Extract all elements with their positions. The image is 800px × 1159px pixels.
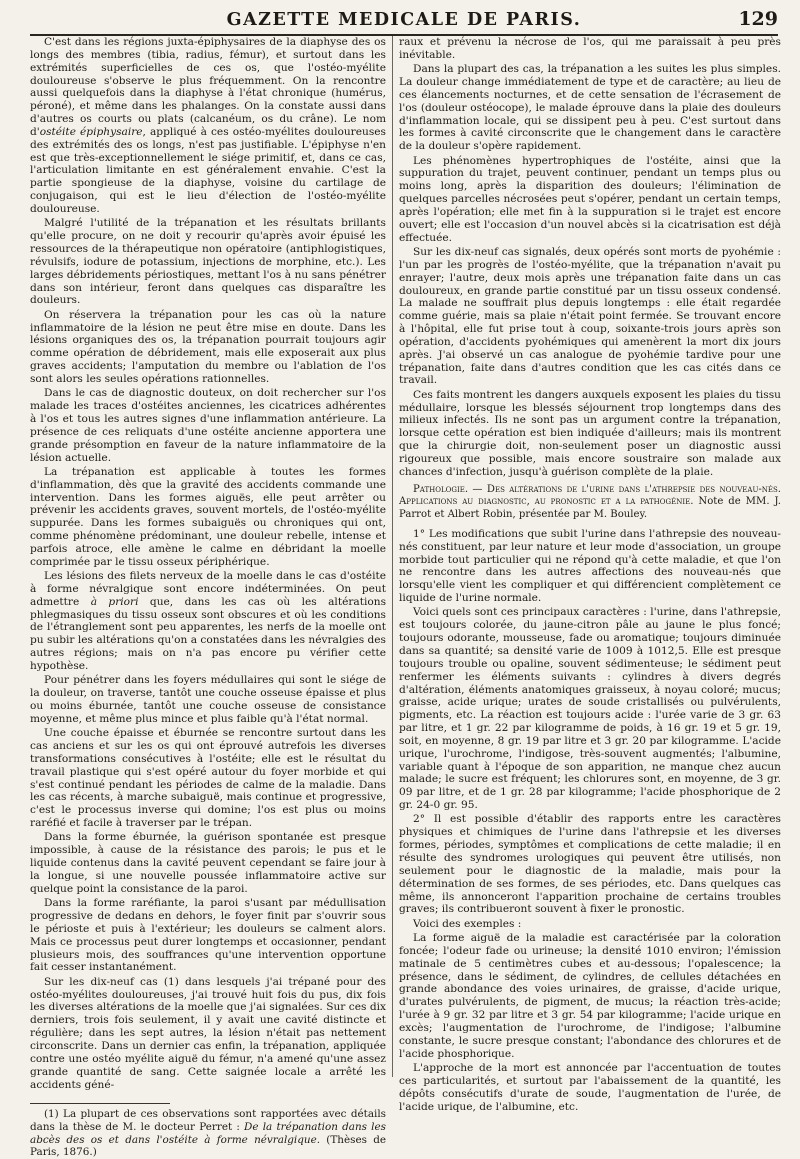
paragraph: L'approche de la mort est annoncée par l'accentuation de toutes ces particularités, et surtout par l'abaissement de la quantité, les dépôts consécutifs d'urate de soude, l'augmentation de l'urée, de l'acide urique, de l'albumine, etc.: [399, 1062, 781, 1113]
paragraph: Voici quels sont ces principaux caractères : l'urine, dans l'athrepsie, est toujours colorée, du jaune-citron pâle au jaune le plus foncé; toujours odorante, mousseuse, fade ou aromatique; toujours diminuée dans sa quantité; sa densité varie de 1009 à 1012,5. Elle est presque toujours trouble ou opaline, souvent sédimenteuse; le sédiment peut renfermer les éléments suivants : cylindres à divers degrés d'altération, éléments anatomiques graisseux, à noyau coloré; mucus; graisse, acide urique; urates de soude cristallisés ou pulvérulents, pigments, etc. La réaction est toujours acide : l'urée varie de 3 gr. 63 par litre, et 1 gr. 22 par kilogramme de poids, à 16 gr. 19 et 5 gr. 19, soit, en moyenne, 8 gr. 19 par litre et 3 gr. 20 par kilogramme. L'acide urique, l'urochrome, l'indigose, très-souvent augmentés; l'albumine, variable quant à l'époque de son apparition, ne manque chez aucun malade; le sucre est fréquent; les chlorures sont, en moyenne, de 3 gr. 09 par litre, et de 1 gr. 28 par kilogramme; l'acide phosphorique de 2 gr. 24-0 gr. 95.: [399, 606, 781, 812]
paragraph: raux et prévenu la nécrose de l'os, qui me paraissait à peu près inévitable.: [399, 36, 781, 61]
article-title: Des altérations de l'urine dans l'athrepsie des nouveau-nés. Applications au diagnostic, au pronostic et a la pathogénie.: [399, 483, 781, 508]
section-label: Pathologie.: [413, 483, 469, 495]
journal-title: GAZETTE MEDICALE DE PARIS.: [226, 10, 582, 30]
paragraph: Malgré l'utilité de la trépanation et les résultats brillants qu'elle procure, on ne doit y recourir qu'après avoir épuisé les ressources de la thérapeutique non opératoire (antiphlogistiques, révulsifs, iodure de potassium, injections de morphine, etc.). Les larges débridements périostiques, mettant l'os à nu sans pénétrer dans son intérieur, feront dans quelques cas disparaître les douleurs.: [30, 217, 386, 307]
footnote-rule: [30, 1103, 170, 1104]
article-authors: Note de MM. J. Parrot et Albert Robin, présentée par M. Bouley.: [399, 496, 781, 520]
column-divider: [392, 36, 393, 1077]
paragraph: Les phénomènes hypertrophiques de l'ostéite, ainsi que la suppuration du trajet, peuvent continuer, pendant un temps plus ou moins long, après la disparition des douleurs; l'élimination de quelques parcelles nécrosées peut s'opérer, pendant un certain temps, après l'opération; elle met fin à la suppuration si le trajet est encore ouvert; elle est l'occasion d'un nouvel abcès si la cicatrisation est déjà effectuée.: [399, 154, 781, 244]
paragraph: Une couche épaisse et éburnée se rencontre surtout dans les cas anciens et sur les os qui ont éprouvé autrefois les diverses transformations consécutives à l'ostéite; elle est le résultat du travail plastique qui s'est opéré autour du foyer morbide et qui s'est continué pendant les périodes de calme de la maladie. Dans les cas récents, à marche subaiguë, mais continue et progressive, c'est le processus inverse qui domine; l'os est plus ou moins raréfié et facile à traverser par le trépan.: [30, 727, 386, 830]
paragraph: C'est dans les régions juxta-épiphysaires de la diaphyse des os longs des membres (tibia, radius, fémur), et surtout dans les extrémités superficielles de ces os, que l'ostéo-myélite douloureuse s'observe le plus fréquemment. On la rencontre aussi quelquefois dans la diaphyse à l'état chronique (humérus, péroné), et même dans les phalanges. On la constate aussi dans d'autres os courts ou plats (calcanéum, os du crâne). Le nom d'ostéite épiphysaire, appliqué à ces ostéo-myélites douloureuses des extrémités des os longs, n'est pas justifiable. L'épiphyse n'en est que très-exceptionnellement le siége primitif, et, dans ce cas, l'articulation limitante en est généralement envahie. C'est la partie spongieuse de la diaphyse, voisine du cartilage de conjugaison, qui est le lieu d'élection de l'ostéo-myélite douloureuse.: [30, 36, 386, 215]
paragraph: Dans la plupart des cas, la trépanation a les suites les plus simples. La douleur change immédiatement de type et de caractère; au lieu de ces élancements nocturnes, et de cette sensation de l'écrasement de l'os (douleur ostéocope), le malade éprouve dans la plaie des douleurs d'inflammation locale, qui se dissipent peu à peu. C'est surtout dans les formes à cavité circonscrite que le changement dans le caractère de la douleur s'opère rapidement.: [399, 63, 781, 153]
paragraph: Sur les dix-neuf cas (1) dans lesquels j'ai trépané pour des ostéo-myélites douloureuses, j'ai trouvé huit fois du pus, dix fois les diverses altérations de la moelle que j'ai signalées. Sur ces dix derniers, trois fois seulement, il y avait une cavité distincte et régulière; dans les sept autres, la lésion n'était pas nettement circonscrite. Dans un dernier cas enfin, la trépanation, appliquée contre une ostéo myélite aiguë du fémur, n'a amené qu'une assez grande quantité de sang. Cette saignée locale a arrêté les accidents géné-: [30, 975, 386, 1091]
left-column: [30, 36, 387, 1159]
paragraph: Sur les dix-neuf cas signalés, deux opérés sont morts de pyohémie : l'un par les progrès de l'ostéo-myélite, que la trépanation n'avait pu enrayer; l'autre, deux mois après une trépanation faite dans un cas douloureux, en grande partie constitué par un tissu osseux condensé. La malade ne souffrait plus depuis longtemps : elle était regardée comme guérie, mais sa plaie n'était point fermée. Se trouvant encore à l'hôpital, elle fut prise tout à coup, soixante-trois jours après son opération, d'accidents pyohémiques qui amenèrent la mort dix jours après. J'ai observé un cas analogue de pyohémie tardive pour une trépanation, faite dans d'autres condition que les cas cités dans ce travail.: [399, 246, 781, 387]
page-header: [30, 4, 778, 36]
paragraph: 2° Il est possible d'établir des rapports entre les caractères physiques et chimiques de l'urine dans l'athrepsie et les diverses formes, périodes, symptômes et complications de cette maladie; il en résulte des syndromes urologiques qui peuvent être utilisés, non seulement pour le diagnostic de la maladie, mais pour la détermination de ses formes, de ses périodes, etc. Dans quelques cas même, ils annonceront l'apparition prochaine de certains troubles graves; ils contribueront souvent à fixer le pronostic.: [399, 813, 781, 916]
paragraph: La forme aiguë de la maladie est caractérisée par la coloration foncée; l'odeur fade ou urineuse; la densité 1010 environ; l'émission matinale de 5 centimètres cubes et au-dessous; l'opalescence; la présence, dans le sédiment, de cylindres, de cellules détachées en grande abondance des voies urinaires, de graisse, d'acide urique, d'urates pulvérulents, de pigment, de mucus; la réaction très-acide; l'urée à 9 gr. 32 par litre et 3 gr. 54 par kilogramme; l'acide urique en excès; l'augmentation de l'urochrome, de l'indigose; l'albumine constante, le sucre presque constant; l'abondance des chlorures et de l'acide phosphorique.: [399, 932, 781, 1060]
right-column: [399, 36, 781, 1113]
paragraph: Dans la forme raréfiante, la paroi s'usant par médullisation progressive de dedans en dehors, le foyer finit par s'ouvrir sous le périoste et puis à l'extérieur; les douleurs se calment alors. Mais ce processus peut durer longtemps et occasionner, pendant plusieurs mois, des souffrances qu'une intervention opportune fait cesser instantanément.: [30, 897, 386, 974]
paragraph: 1° Les modifications que subit l'urine dans l'athrepsie des nouveau-nés constituent, par leur nature et leur mode d'association, un groupe morbide tout particulier qui ne répond qu'à cette maladie, et que l'on ne rencontre dans les autres affections des nouveau-nés que lorsqu'elle vient les compliquer et qui différencient complètement ce liquide de l'urine normale.: [399, 527, 781, 605]
paragraph: La trépanation est applicable à toutes les formes d'inflammation, dès que la gravité des accidents commande une intervention. Dans les formes aiguës, elle peut arrêter ou prévenir les accidents graves, souvent mortels, de l'ostéo-myélite suppurée. Dans les formes subaiguës ou chroniques qui ont, comme phénomène prédominant, une douleur rebelle, intense et parfois atroce, elle amène le calme en débridant la moelle comprimée par le tissu osseux périphérique.: [30, 465, 386, 568]
paragraph: Dans le cas de diagnostic douteux, on doit rechercher sur l'os malade les traces d'ostéites anciennes, les cicatrices adhérentes à l'os et tous les autres signes d'une inflammation antérieure. La présence de ces reliquats d'une ostéite ancienne apportera une grande présomption en faveur de la nature inflammatoire de la lésion actuelle.: [30, 387, 386, 464]
paragraph: Les lésions des filets nerveux de la moelle dans le cas d'ostéite à forme névralgique sont encore indéterminées. On peut admettre à priori que, dans les cas où les altérations phlegmasiques du tissu osseux sont obscures et où les conditions de l'étranglement sont peu apparentes, les nerfs de la moelle ont pu subir les altérations qu'on a constatées dans les névralgies des autres régions; mais on n'a pas encore pu vérifier cette hypothèse.: [30, 570, 387, 672]
paragraph: Voici des exemples :: [413, 917, 522, 930]
paragraph: Ces faits montrent les dangers auxquels exposent les plaies du tissu médullaire, lorsque les blessés séjournent trop longtemps dans des milieux infectés. Ils ne sont pas un argument contre la trépanation, lorsque cette opération est bien indiquée d'ailleurs; mais ils montrent que la chirurgie doit, non-seulement poser un diagnostic aussi rigoureux que possible, mais encore soustraire son malade aux chances d'infection, jusqu'à guérison complète de la plaie.: [399, 388, 781, 478]
paragraph: Dans la forme éburnée, la guérison spontanée est presque impossible, à cause de la résistance des parois; le pus et le liquide contenus dans la cavité peuvent cependant se faire jour à la longue, si une nouvelle poussée inflammatoire active sur quelque point la consistance de la paroi.: [30, 831, 386, 895]
paragraph: Pour pénétrer dans les foyers médullaires qui sont le siége de la douleur, on traverse, tantôt une couche osseuse épaisse et plus ou moins éburnée, tantôt une couche osseuse de consistance moyenne, et même plus mince et plus faible qu'à l'état normal.: [30, 674, 386, 725]
paragraph: On réservera la trépanation pour les cas où la nature inflammatoire de la lésion ne peut être mise en doute. Dans les lésions organiques des os, la trépanation pourrait toujours agir comme opération de débridement, mais elle exposerait aux plus graves accidents; l'amputation du membre ou l'ablation de l'os sont alors les seules opérations rationnelles.: [30, 308, 386, 385]
article-heading: Pathologie. — Des altérations de l'urine dans l'athrepsie des nouveau-nés. Applications au diagnostic, au pronostic et a la pathogénie. Note de MM. J. Parrot et Albert Robin, présentée par M. Bouley.: [399, 483, 781, 520]
footnote: (1) La plupart de ces observations sont rapportées avec détails dans la thèse de M. le docteur Perret : De la trépanation dans les abcès des os et dans l'ostéite à forme névralgique. (Thèses de Paris, 1876.): [30, 1108, 386, 1159]
page-number: 129: [738, 8, 778, 30]
